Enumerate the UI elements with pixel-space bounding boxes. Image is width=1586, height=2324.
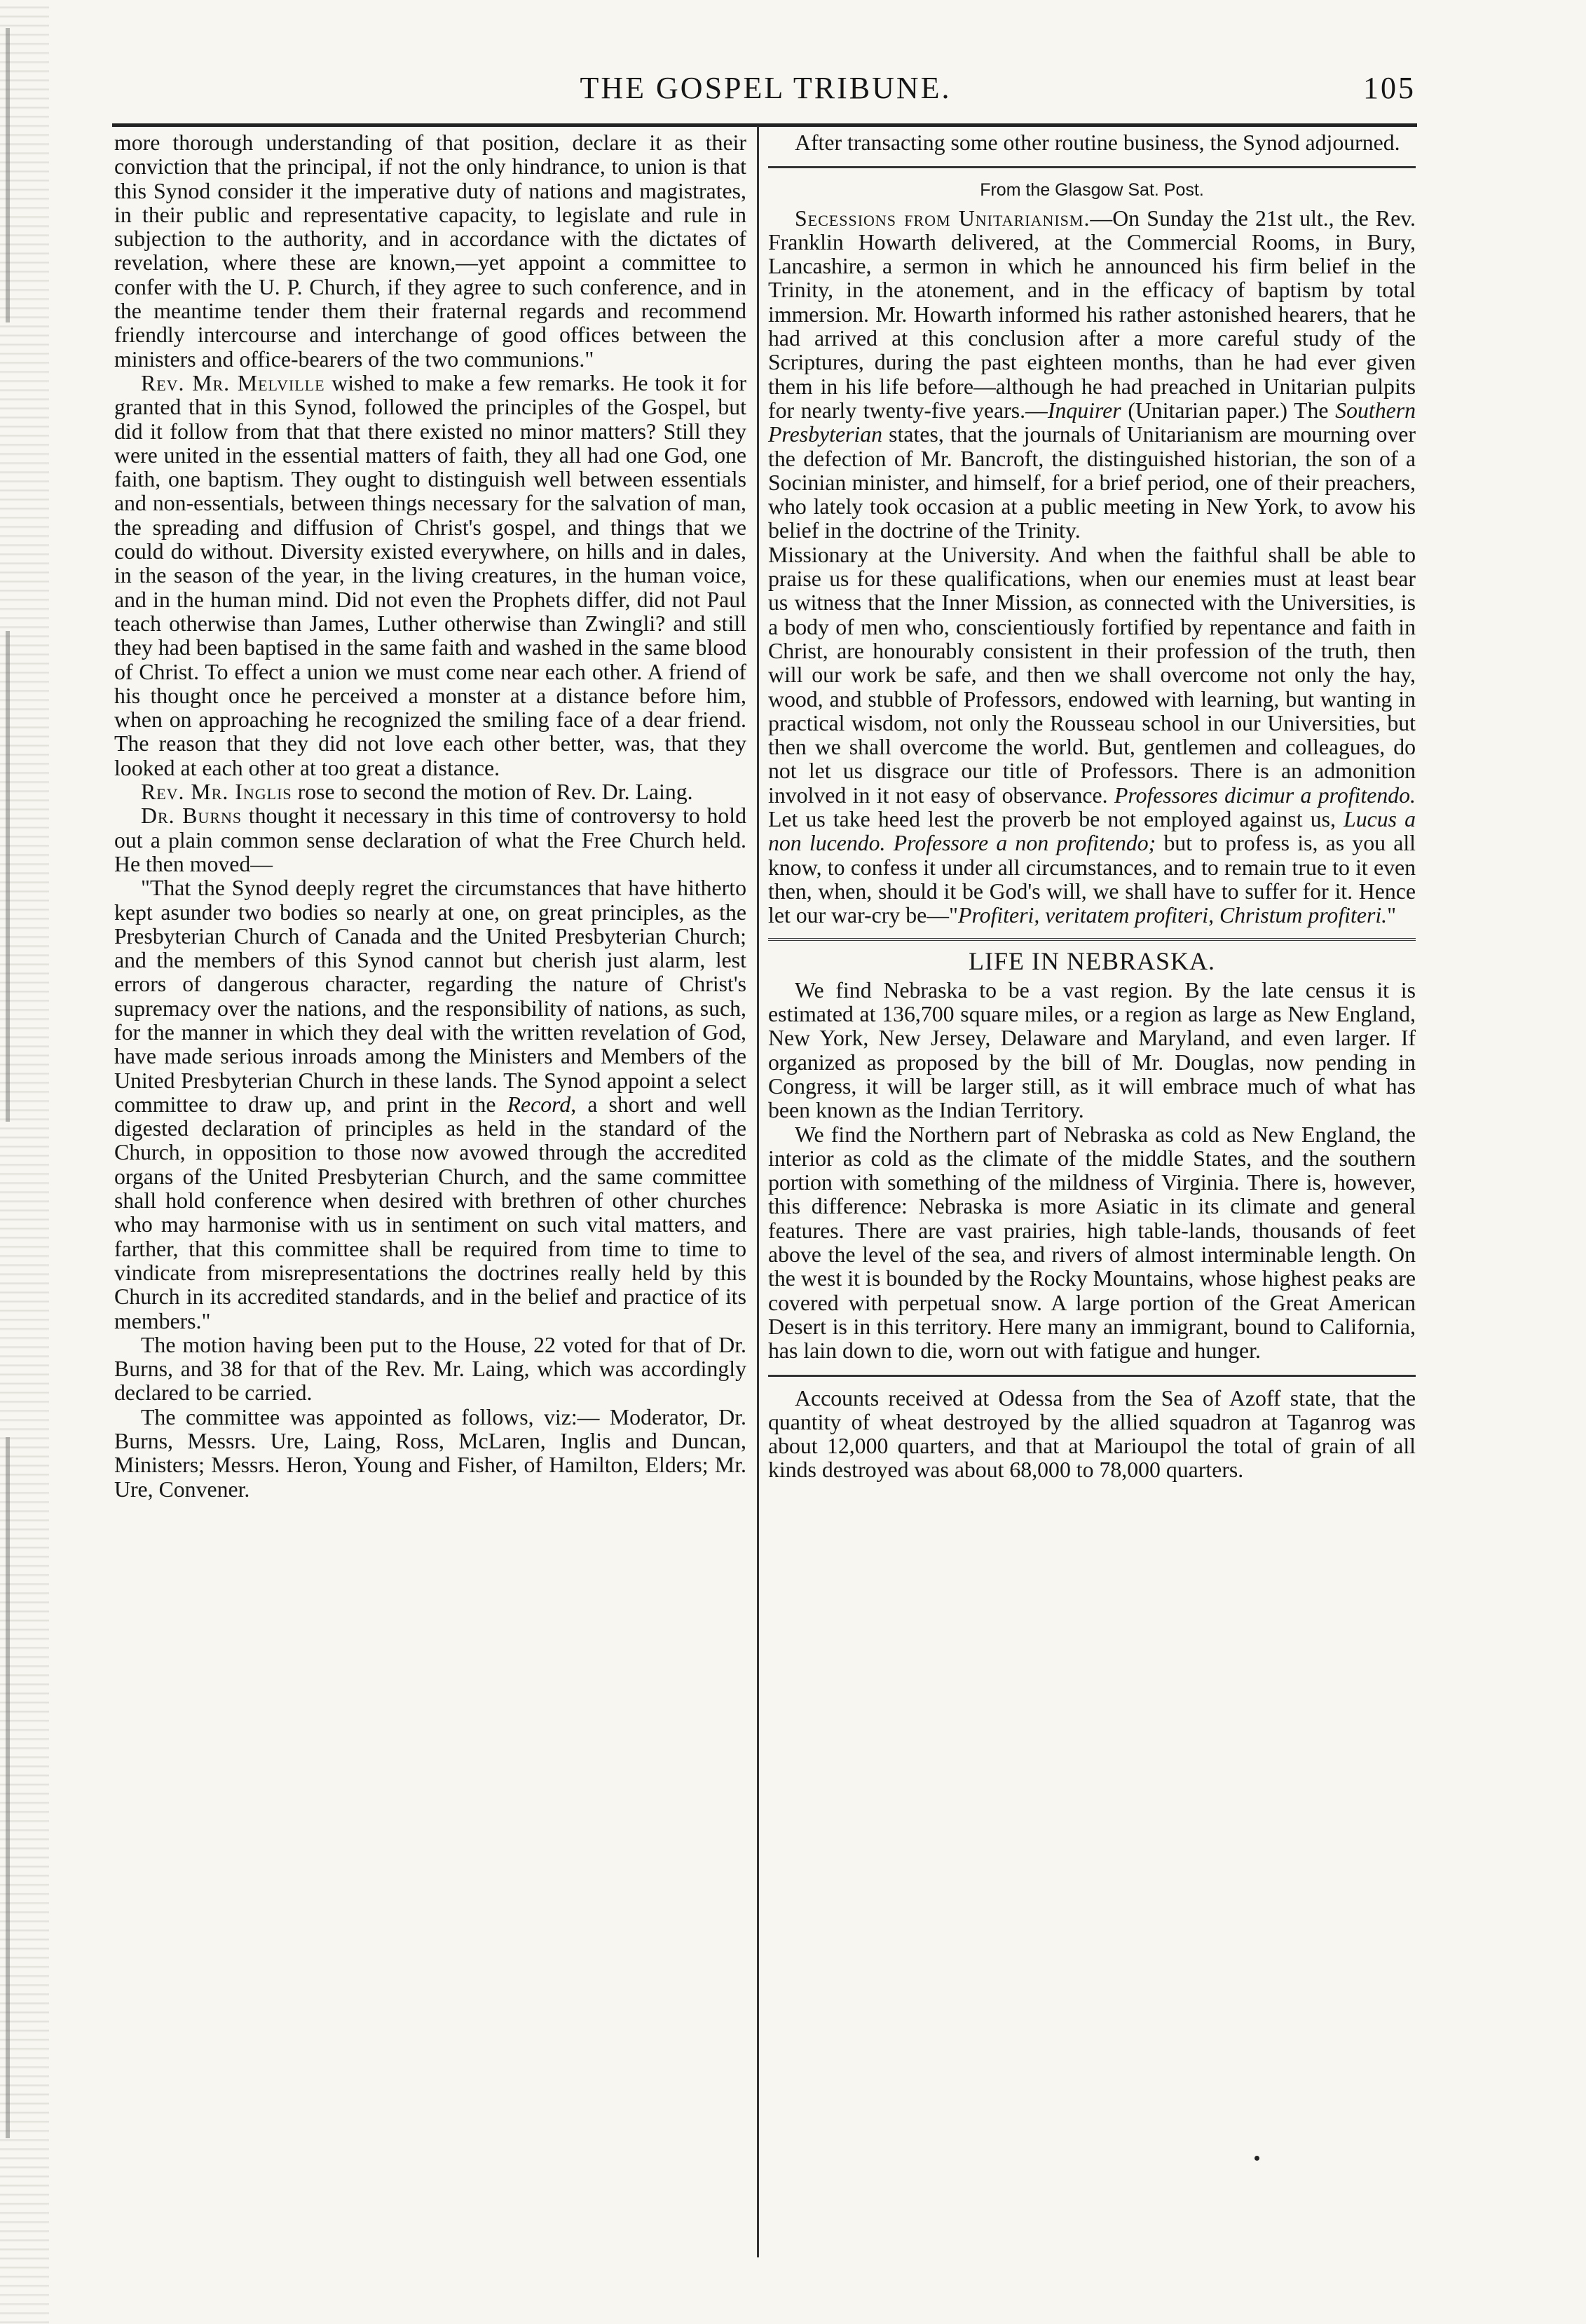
column-rule [757, 126, 759, 2257]
paragraph: After transacting some other routine business, the Synod adjourned. [795, 130, 1400, 155]
paragraph-text: "That the Synod deeply regret the circumstances that have hitherto kept asunder two bodies so nearly at one, on great principles, as the Presbyterian Church of Canada and the United Presbyterian Church; and the members of this Synod cannot but cherish just alarm, lest errors of dangerous character, regarding the nature of Christ's supremacy over the nations, and the responsibility of nations, as such, for the manner in which they deal with the written revelation of God, have made serious inroads among the Ministers and Members of the United Presbyterian Church in these lands. The Synod appoint a select committee to draw up, and print in the [114, 876, 746, 1117]
publication-title: THE GOSPEL TRIBUNE. [580, 71, 952, 105]
paragraph [114, 804, 746, 876]
paragraph: We find the Northern part of Nebraska as cold as New England, the interior as cold as the climate of the middle States, and the southern portion with something of the mildness of Virginia. There is, however, this difference: Nebraska is more Asiatic in its climate and general features. There are vast prairies, high table-lands, thousands of feet above the level of the sea, and rivers of almost interminable length. On the west it is bounded by the Rocky Mountains, whose highest peaks are covered with perpetual snow. A large portion of the Great American Desert is in this territory. Here many an immigrant, bound to California, has lain down to die, worn out with fatigue and hunger. [768, 1122, 1416, 1364]
paragraph-text: Let us take heed lest the proverb be not employed against us, [768, 807, 1344, 832]
section-divider [768, 1375, 1416, 1377]
right-column [768, 131, 1416, 1483]
speaker-name: Rev. Mr. Melville [141, 370, 325, 395]
paragraph [114, 876, 746, 1333]
binding-bleed-mark [6, 28, 31, 322]
paragraph-text: , a short and well digested declaration of principles as held in the standard of the Church, in opposition to those now avowed through the accredited organs of the United Presbyterian Church, and the same committee shall hold conference when desired with brethren of other churches who may harmonise with us in sentiment on such vital matters, and farther, that this committee shall be required from time to time to vindicate from misrepresentations the doctrines really held by this Church in its accredited standards, and in the belief and practice of its members." [114, 1092, 746, 1333]
speaker-name: Rev. Mr. Inglis [141, 780, 292, 805]
paragraph-text: states, that the journals of Unitarianism are mourning over the defection of Mr. Bancroft, the distinguished historian, the son of a Socinian minister, and himself, for a brief period, one of their preachers, who lately took occasion at a public meeting in New York, to avow his belief in the doctrine of the Trinity. [768, 422, 1416, 543]
article-lead: Secessions from Unitarianism. [795, 205, 1091, 231]
paragraph [114, 780, 746, 804]
page-number: 105 [1363, 71, 1416, 105]
paragraph [768, 207, 1416, 543]
left-column [114, 131, 746, 1502]
section-divider [768, 938, 1416, 942]
paragraph-text: rose to second the motion of Rev. Dr. Laing. [292, 780, 693, 805]
binding-bleed-mark [6, 631, 31, 1122]
paragraph-text: Missionary at the University. And when the faithful shall be able to praise us for these qualifications, when our enemies must at least bear us witness that the Inner Mission, as connected with the Universities, is a body of men who, conscientiously fortified by repentance and faith in Christ, are honourably consistent in their profession of the truth, then will our work be safe, and then we shall overcome not only the hay, wood, and stubble of Professors, endowed with learning, but wanting in practical wisdom, not only the Rousseau school in our Universities, but then we shall overcome the world. But, gentlemen and colleagues, do not let us disgrace our title of Professors. There is an admonition involved in it not easy of observance. [768, 542, 1416, 808]
italic-text: Inquirer [1047, 397, 1121, 423]
paragraph [114, 372, 746, 780]
paragraph-text: " [1387, 903, 1397, 928]
paragraph [768, 543, 1416, 928]
italic-text: Professores dicimur a profitendo. [1114, 782, 1416, 808]
source-credit: From the Glasgow Sat. Post. [980, 180, 1204, 201]
page-header [116, 70, 1416, 111]
ink-speck [1255, 2156, 1259, 2161]
section-divider [768, 166, 1416, 168]
speaker-name: Dr. Burns [141, 803, 242, 829]
binding-bleed-mark [6, 1437, 31, 2138]
paragraph: more thorough understanding of that position, declare it as their conviction that the principal, if not the only hindrance, to union is that this Synod consider it the imperative duty of nations and magistrates, in their public and representative capacity, to legislate and rule in subjection to the authority, and in accordance with the dictates of revelation, where these are known,—yet appoint a committee to confer with the U. P. Church, if they agree to such conference, and in the meantime tender them their fraternal regards and recommend friendly intercourse and interchange of good offices between the ministers and office-bearers of the two communions." [114, 130, 746, 372]
paragraph-text: —On Sunday the 21st ult., the Rev. Franklin Howarth delivered, at the Commercial Rooms, in Bury, Lancashire, a sermon in which he announced his firm belief in the Trinity, in the atonement, and in the efficacy of baptism by total immersion. Mr. Howarth informed his rather astonished hearers, that he had arrived at this conclusion after a more careful study of the Scriptures, during the past eighteen months, than he had ever given them in his life before—although he had preached in Unitarian pulpits for nearly twenty-five years.— [768, 205, 1416, 423]
article-heading: LIFE IN NEBRASKA. [968, 946, 1215, 975]
italic-text: Lucus a non lucendo. Professore a non profitendo; [768, 807, 1416, 856]
paragraph-text: wished to make a few remarks. He took it for granted that in this Synod, followed the principles of the Gospel, but did it follow from that that there existed no minor matters? Still they were united in the essential matters of faith, they all had one God, one faith, one baptism. They ought to distinguish well between essentials and non-essentials, between things necessary for the salvation of man, the spreading and diffusion of Christ's gospel, and things that we could do without. Diversity existed everywhere, on hills and in dales, in the season of the year, in the living creatures, in the human voice, and in the human mind. Did not even the Prophets differ, did not Paul teach otherwise than James, Luther otherwise than Zwingli? and still they had been baptised in the same faith and washed in the same blood of Christ. To effect a union we must come near each other. A friend of his thought once he perceived a monster at a distance before him, when on approaching he recognized the smiling face of a dear friend. The reason that they did not love each other better, was, that they looked at each other at too great a distance. [114, 370, 747, 780]
paragraph: Accounts received at Odessa from the Sea of Azoff state, that the quantity of wheat destroyed by the allied squadron at Taganrog was about 12,000 quarters, and that at Marioupol the total of grain of all kinds destroyed was about 68,000 to 78,000 quarters. [768, 1385, 1416, 1483]
header-rule [112, 123, 1417, 127]
paragraph-text: (Unitarian paper.) The [1121, 397, 1336, 423]
italic-text: Profiteri, veritatem profiteri, Christum profiteri. [958, 903, 1388, 928]
paragraph-text: thought it necessary in this time of controversy to hold out a plain common sense declaration of what the Free Church held. He then moved— [114, 803, 746, 876]
paragraph: The motion having been put to the House, 22 voted for that of Dr. Burns, and 38 for that of the Rev. Mr. Laing, which was accordingly declared to be carried. [114, 1332, 746, 1406]
paragraph: The committee was appointed as follows, viz:— Moderator, Dr. Burns, Messrs. Ure, Laing, Ross, McLaren, Inglis and Duncan, Ministers; Messrs. Heron, Young and Fisher, of Hamilton, Elders; Mr. Ure, Convener. [114, 1404, 746, 1502]
paragraph: We find Nebraska to be a vast region. By the late census it is estimated at 136,700 square miles, or a region as large as New England, New York, New Jersey, Delaware and Maryland, and even larger. If organized as proposed by the bill of Mr. Douglas, now pending in Congress, it will be larger still, as it will embrace much of what has been known as the Indian Territory. [768, 977, 1416, 1123]
italic-text: Southern Presbyterian [768, 397, 1416, 447]
italic-text: Record [507, 1092, 571, 1117]
paragraph-text: but to profess is, as you all know, to confess it under all circumstances, and to remain true to it even then, when, should it be God's will, we shall have to suffer for it. Hence let our war-cry be—" [768, 831, 1416, 928]
